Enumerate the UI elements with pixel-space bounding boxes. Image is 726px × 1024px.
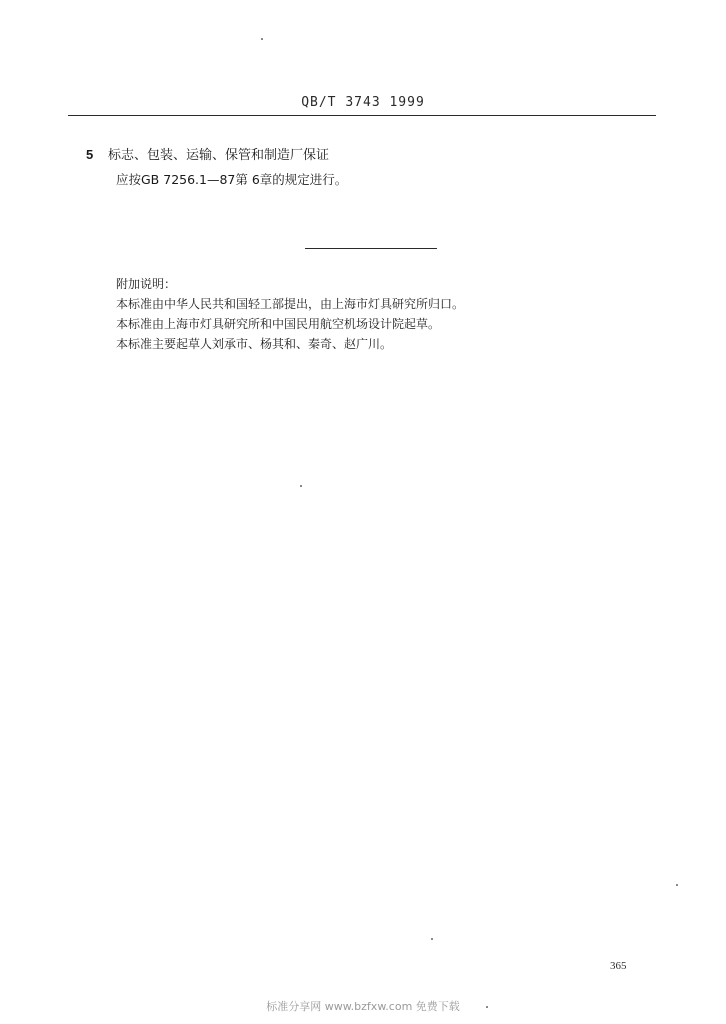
end-of-text-rule bbox=[305, 248, 437, 249]
appendix-notes bbox=[116, 274, 464, 354]
section-body-text: 应按GB 7256.1—87第 6章的规定进行。 bbox=[116, 172, 348, 187]
section-number: 5 bbox=[86, 147, 94, 162]
scan-speck bbox=[261, 38, 263, 40]
appendix-line: 本标准由中华人民共和国轻工部提出，由上海市灯具研究所归口。 bbox=[116, 297, 465, 311]
section-title: 标志、包装、运输、保管和制造厂保证 bbox=[108, 148, 330, 163]
appendix-line: 本标准由上海市灯具研究所和中国民用航空机场设计院起草。 bbox=[116, 317, 441, 331]
appendix-line: 本标准主要起草人刘承市、杨其和、秦奇、赵广川。 bbox=[116, 337, 393, 351]
scan-speck bbox=[676, 884, 678, 886]
standard-code-header: QB/T 3743 1999 bbox=[301, 95, 425, 110]
header-divider bbox=[68, 115, 656, 116]
scan-speck bbox=[300, 485, 302, 487]
page-number: 365 bbox=[610, 960, 627, 972]
appendix-heading: 附加说明： bbox=[116, 277, 177, 291]
scan-speck bbox=[431, 938, 433, 940]
website-watermark: 标准分享网 www.bzfxw.com 免费下载 bbox=[266, 1000, 460, 1013]
section-heading bbox=[86, 144, 329, 163]
